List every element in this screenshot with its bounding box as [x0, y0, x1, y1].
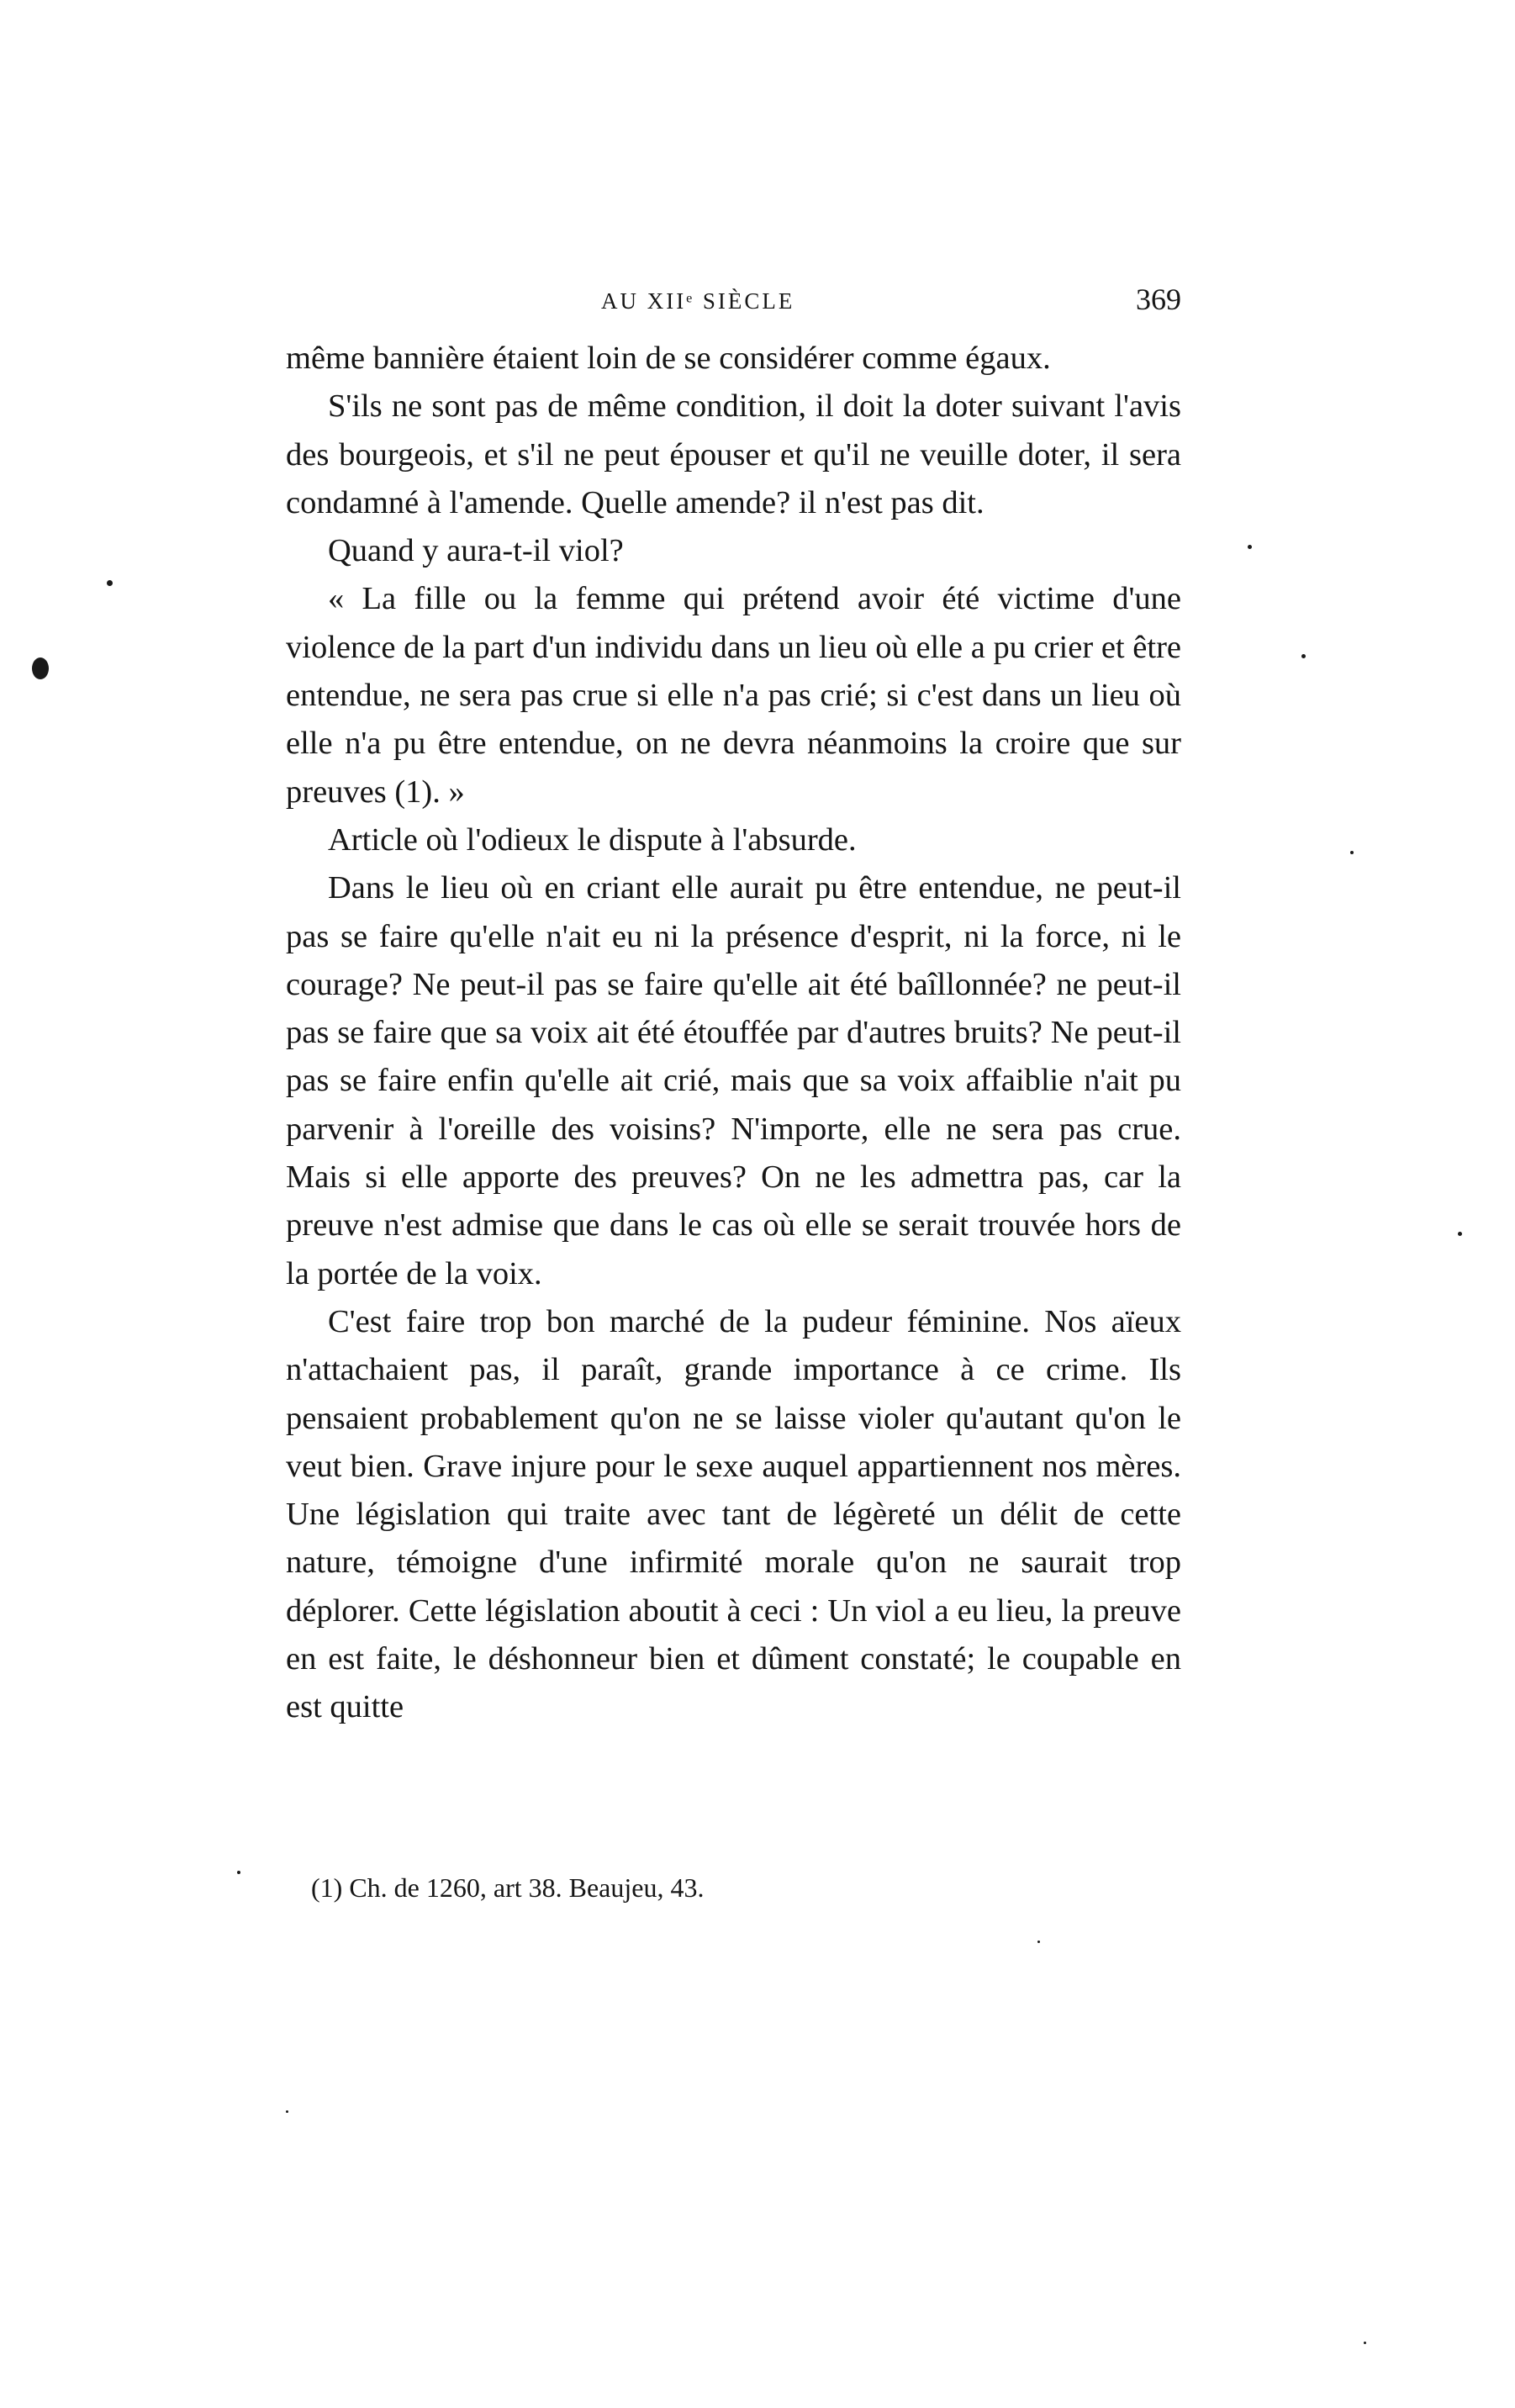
running-head: AU XIIᵉ SIÈCLE [601, 288, 795, 314]
scan-speck [237, 1871, 240, 1874]
paragraph: Article où l'odieux le dispute à l'absurde. [328, 821, 857, 858]
paragraph: S'ils ne sont pas de même condition, il doit la doter suivant l'avis des bourgeois, et s'il ne peut épouser et qu'il ne veuille doter, il sera condamné à l'amende. Quelle amende? il n'est pas dit. [286, 388, 1181, 520]
paragraph: Quand y aura-t-il viol? [328, 533, 624, 569]
page-header [286, 282, 1181, 324]
page-number: 369 [1136, 283, 1181, 316]
body-text [286, 335, 1181, 1732]
scan-speck [1248, 545, 1252, 549]
scan-speck [286, 2110, 288, 2113]
paragraph-continuation: même bannière étaient loin de se considérer comme égaux. [286, 341, 1051, 376]
scan-speck [1350, 851, 1354, 854]
scan-speck [107, 580, 113, 586]
scan-speck [1458, 1232, 1462, 1236]
footnote: (1) Ch. de 1260, art 38. Beaujeu, 43. [311, 1872, 705, 1903]
paragraph: C'est faire trop bon marché de la pudeur féminine. Nos aïeux n'attachaient pas, il paraît, grande importance à ce crime. Ils pensaient probablement qu'on ne se laisse violer qu'autant qu'on le veut bien. Grave injure pour le sexe auquel appartiennent nos mères. Une législation qui traite avec tant de légèreté un délit de cette nature, témoigne d'une infirmité morale qu'on ne saurait trop déplorer. Cette législation aboutit à ceci : Un viol a eu lieu, la preuve en est faite, le déshonneur bien et dûment constaté; le coupable en est quitte [286, 1303, 1181, 1725]
footnotes [286, 1871, 1181, 1904]
scan-speck [32, 657, 49, 679]
paragraph-quotation: « La fille ou la femme qui prétend avoir été victime d'une violence de la part d'un individu dans un lieu où elle a pu crier et être entendue, ne sera pas crue si elle n'a pas crié; si c'est dans un lieu où elle n'a pu être entendue, on ne devra néanmoins la croire que sur preuves (1). » [286, 581, 1181, 810]
scan-speck [1037, 1941, 1040, 1943]
paragraph: Dans le lieu où en criant elle aurait pu être entendue, ne peut-il pas se faire qu'elle n'ait eu ni la présence d'esprit, ni la force, ni le courage? Ne peut-il pas se faire qu'elle ait été baîllonnée? ne peut-il pas se faire que sa voix ait été étouffée par d'autres bruits? Ne peut-il pas se faire enfin qu'elle ait crié, mais que sa voix affaiblie n'ait pu parvenir à l'oreille des voisins? N'importe, elle ne sera pas crue. Mais si elle apporte des preuves? On ne les admettra pas, car la preuve n'est admise que dans le cas où elle se serait trouvée hors de la portée de la voix. [286, 870, 1181, 1291]
scan-speck [1301, 654, 1306, 658]
scan-speck [1364, 2342, 1366, 2344]
